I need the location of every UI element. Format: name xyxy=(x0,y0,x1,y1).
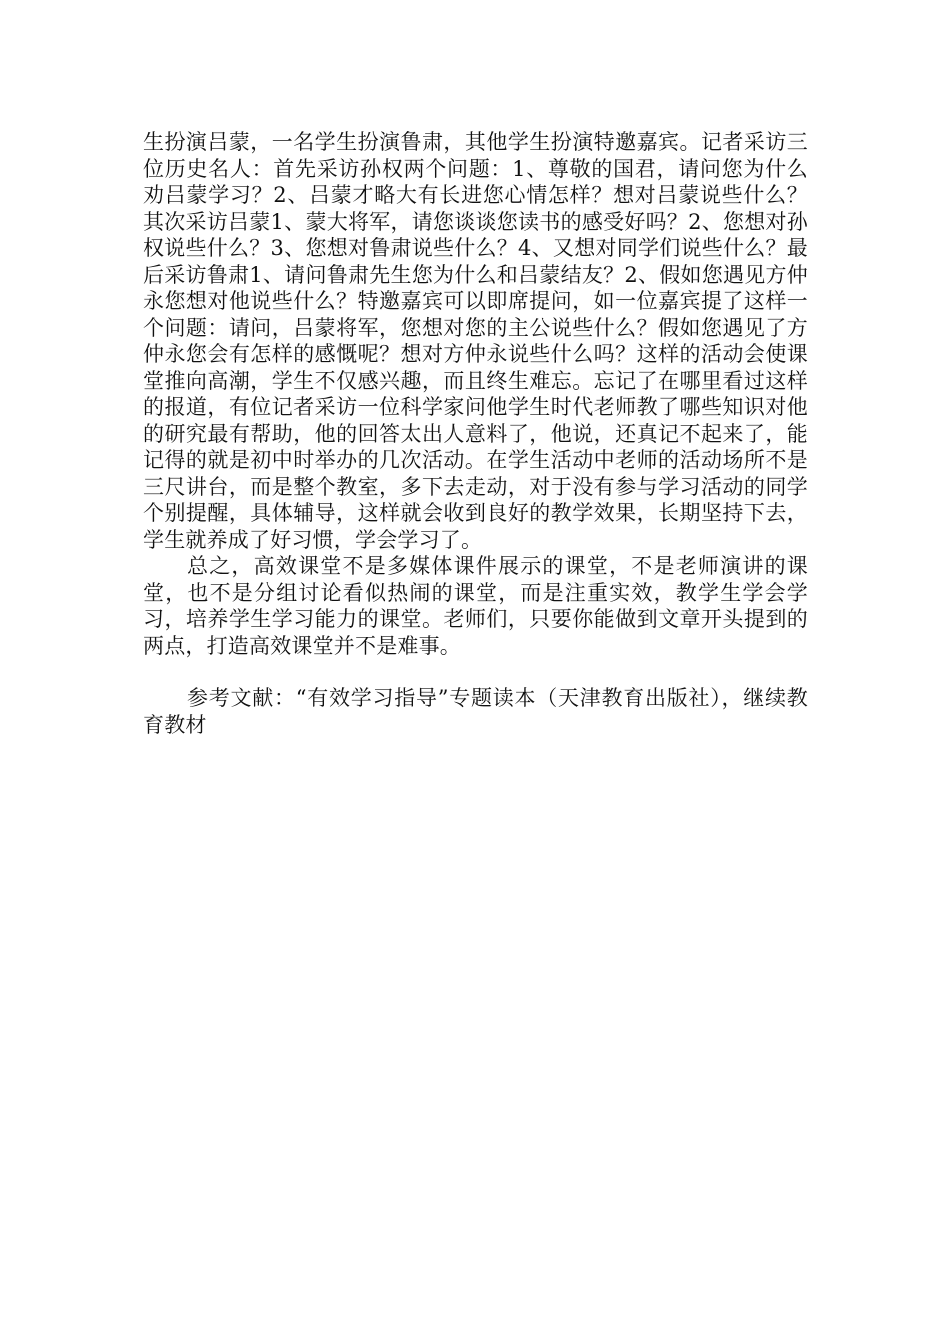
body-paragraph-1: 生扮演吕蒙，一名学生扮演鲁肃，其他学生扮演特邀嘉宾。记者采访三位历史名人：首先采访孙权两个问题：1、尊敬的国君，请问您为什么劝吕蒙学习？2、吕蒙才略大有长进您心情怎样？想对吕蒙说些什么？其次采访吕蒙1、蒙大将军，请您谈谈您读书的感受好吗？2、您想对孙权说些什么？3、您想对鲁肃说些什么？4、又想对同学们说些什么？最后采访鲁肃1、请问鲁肃先生您为什么和吕蒙结友？2、假如您遇见方仲永您想对他说些什么？特邀嘉宾可以即席提问，如一位嘉宾提了这样一个问题：请问，吕蒙将军，您想对您的主公说些什么？假如您遇见了方仲永您会有怎样的感慨呢？想对方仲永说些什么吗？这样的活动会使课堂推向高潮，学生不仅感兴趣，而且终生难忘。忘记了在哪里看过这样的报道，有位记者采访一位科学家问他学生时代老师教了哪些知识对他的研究最有帮助，他的回答太出人意料了，他说，还真记不起来了，能记得的就是初中时举办的几次活动。在学生活动中老师的活动场所不是三尺讲台，而是整个教室，多下去走动，对于没有参与学习活动的同学个别提醒，具体辅导，这样就会收到良好的教学效果，长期坚持下去，学生就养成了好习惯，学会学习了。 xyxy=(143,130,808,552)
document-body xyxy=(143,129,808,738)
paragraph-spacer xyxy=(143,659,808,685)
body-paragraph-2: 总之，高效课堂不是多媒体课件展示的课堂，不是老师演讲的课堂，也不是分组讨论看似热闹的课堂，而是注重实效，教学生学会学习，培养学生学习能力的课堂。老师们，只要你能做到文章开头提到的两点，打造高效课堂并不是难事。 xyxy=(143,554,808,658)
references-paragraph: 参考文献：“有效学习指导”专题读本（天津教育出版社），继续教育教材 xyxy=(143,686,808,737)
